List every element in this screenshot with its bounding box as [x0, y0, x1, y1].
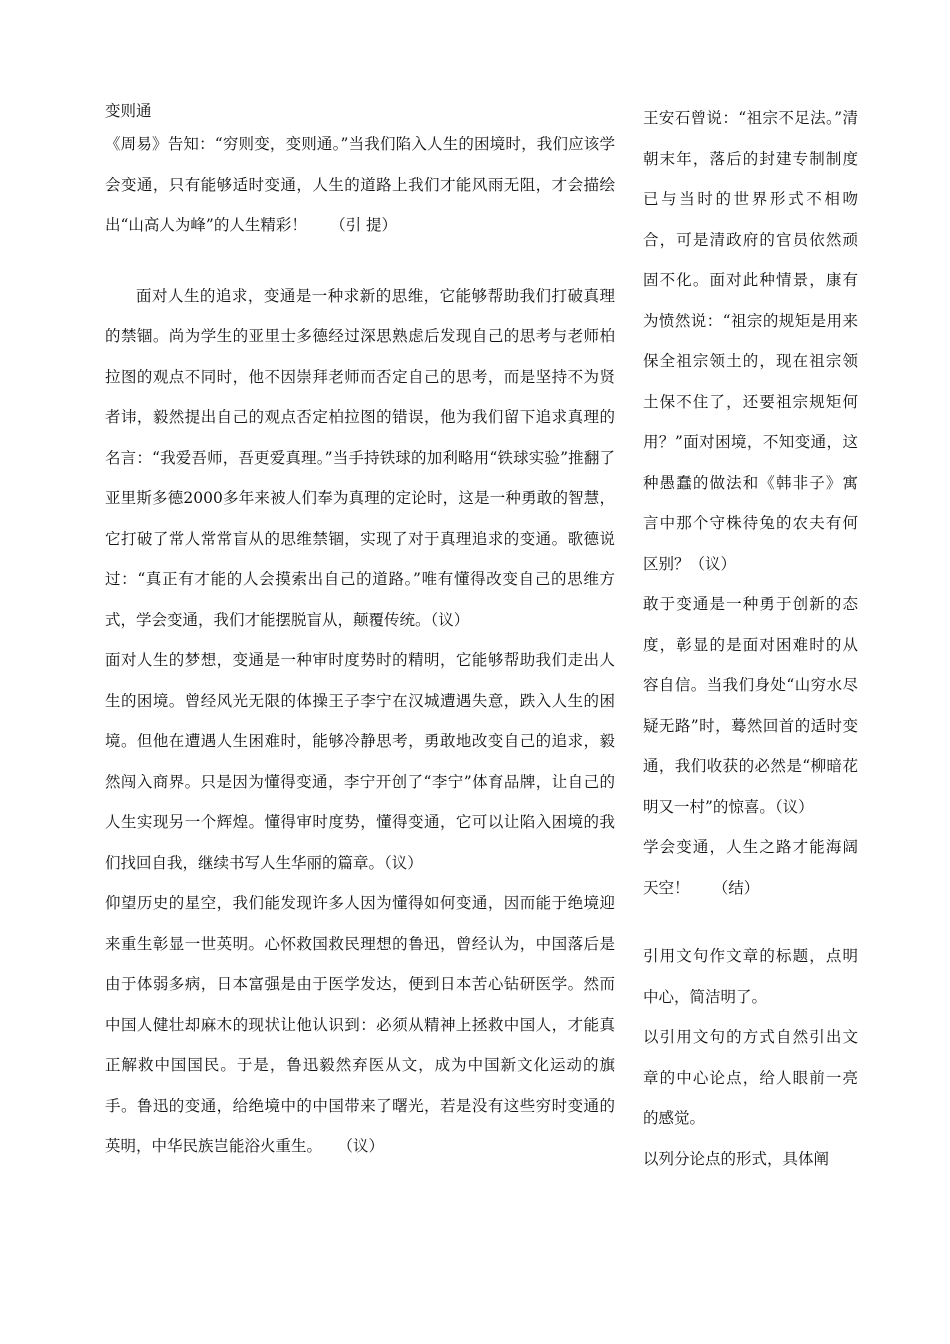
annotation-3: 以列分论点的形式，具体阐: [643, 1149, 830, 1168]
main-column: [105, 98, 615, 1167]
conclusion-text: 学会变通，人生之路才能海阔天空！: [643, 838, 858, 897]
conclusion-mark: （结）: [712, 878, 760, 897]
body-paragraph-3-text: 仰望历史的星空，我们能发现许多人因为懂得如何变通，因而能于绝境迎来重生彰显一世英明。心怀救国救民理想的鲁迅，曾经认为，中国落后是由于体弱多病，日本富强是由于医学发达，便到日本苦心钻研医学。然而中国人健壮却麻木的现状让他认识到：必须从精神上拯救中国人，才能真正解救中国国民。于是，鲁迅毅然弃医从文，成为中国新文化运动的旗手。鲁迅的变通，给绝境中的中国带来了曙光，若是没有这些穷时变通的英明，中华民族岂能浴火重生。: [105, 894, 615, 1155]
intro-mark: （引 提）: [330, 216, 398, 234]
body-paragraph-3-mark: （议）: [345, 1137, 385, 1155]
side-paragraph-2: 敢于变通是一种勇于创新的态度，彰显的是面对困难时的从容自信。当我们身处“山穷水尽疑无路”时，蓦然回首的适时变通，我们收获的必然是“柳暗花明又一村”的惊喜。（议）: [643, 595, 858, 816]
conclusion-paragraph: [643, 827, 858, 908]
body-paragraph-2: 面对人生的梦想，变通是一种审时度势时的精明，它能够帮助我们走出人生的困境。曾经风光无限的体操王子李宁在汉城遭遇失意，跌入人生的困境。但他在遭遇人生困难时，能够冷静思考，勇敢地改变自己的追求，毅然闯入商界。只是因为懂得变通，李宁开创了“李宁”体育品牌，让自己的人生实现另一个辉煌。懂得审时度势，懂得变通，它可以让陷入困境的我们找回自我，继续书写人生华丽的篇章。（议）: [105, 651, 615, 872]
annotation-1: 引用文句作文章的标题，点明中心，简洁明了。: [643, 947, 858, 1006]
annotation-2: 以引用文句的方式自然引出文章的中心论点，给人眼前一亮的感觉。: [643, 1028, 858, 1127]
intro-text: 《周易》告知：“穷则变，变则通。”当我们陷入人生的困境时，我们应该学会变通，只有能够适时变通，人生的道路上我们才能风雨无阻，才会描绘出“山高人为峰”的人生精彩！: [105, 135, 615, 234]
side-column: [643, 98, 858, 1179]
intro-paragraph: [105, 124, 615, 246]
body-paragraph-1: 面对人生的追求，变通是一种求新的思维，它能够帮助我们打破真理的禁锢。尚为学生的亚里士多德经过深思熟虑后发现自己的思考与老师柏拉图的观点不同时，他不因崇拜老师而否定自己的思考，而是坚持不为贤者讳，毅然提出自己的观点否定柏拉图的错误，他为我们留下追求真理的名言：“我爱吾师，吾更爱真理。”当手持铁球的加利略用“铁球实验”推翻了亚里斯多德2000多年来被人们奉为真理的定论时，这是一种勇敢的智慧，它打破了常人常常盲从的思维禁锢，实现了对于真理追求的变通。歌德说过：“真正有才能的人会摸索出自己的道路。”唯有懂得改变自己的思维方式，学会变通，我们才能摆脱盲从，颠覆传统。（议）: [105, 286, 615, 629]
essay-title: 变则通: [105, 102, 152, 120]
side-paragraph-1: 王安石曾说：“祖宗不足法。”清朝末年，落后的封建专制制度已与当时的世界形式不相吻合，可是清政府的官员依然顽固不化。面对此种情景，康有为愤然说：“祖宗的规矩是用来保全祖宗领土的，现在祖宗领土保不住了，还要祖宗规矩何用？”面对困境，不知变通，这种愚蠢的做法和《韩非子》寓言中那个守株待兔的农夫有何区别？（议）: [643, 109, 858, 573]
body-paragraph-3: [105, 883, 615, 1167]
